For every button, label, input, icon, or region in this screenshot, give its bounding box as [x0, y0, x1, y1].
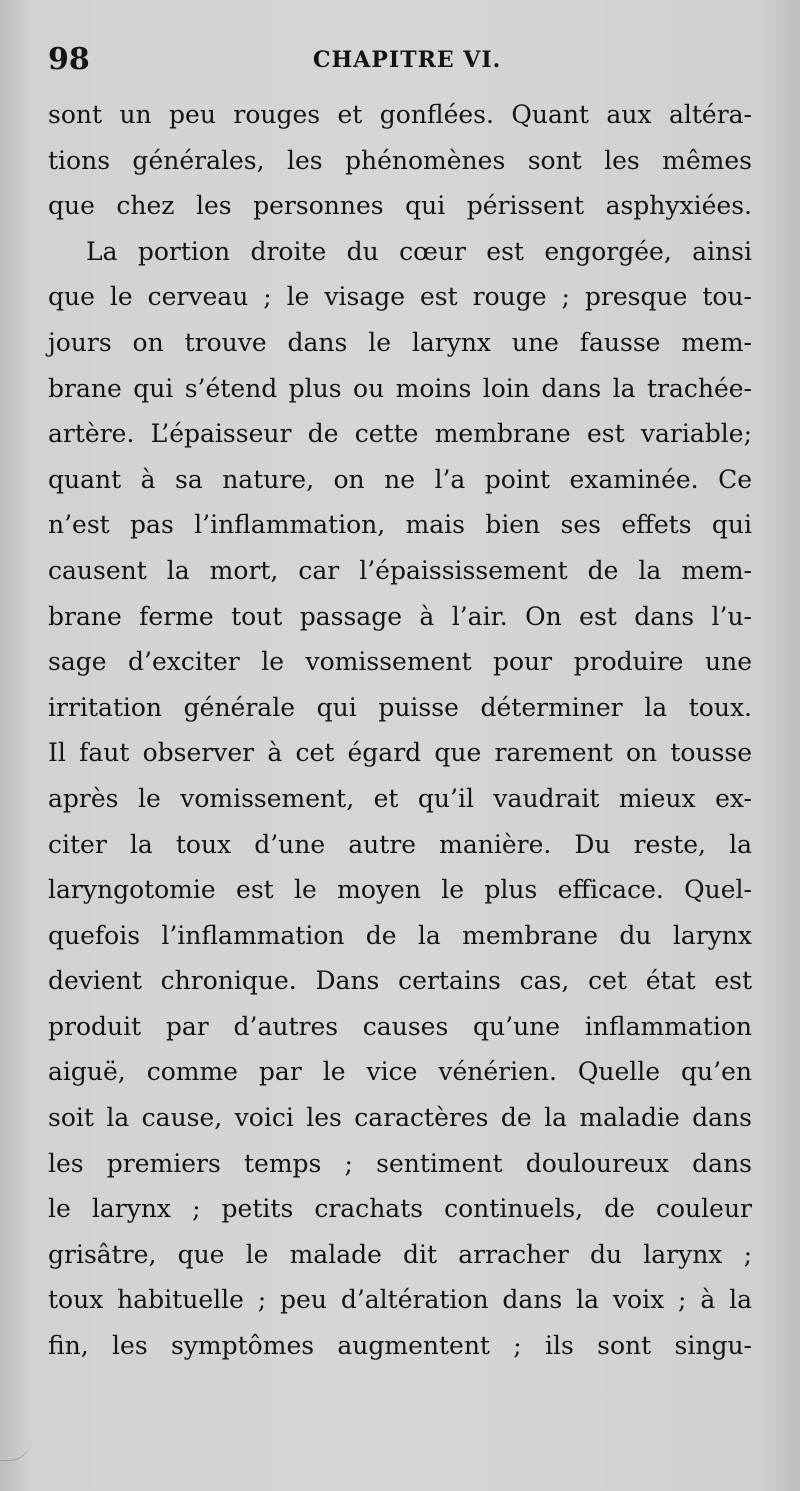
page-number: 98 [48, 42, 90, 77]
text-line: quant à sa nature, on ne l’a point examinée. Ce [48, 464, 752, 494]
text-line: quefois l’inflammation de la membrane du larynx [48, 920, 752, 950]
text-line: le larynx ; petits crachats continuels, de couleur [48, 1194, 752, 1224]
text-line: que le cerveau ; le visage est rouge ; presque tou- [48, 282, 752, 312]
text-line: aiguë, comme par le vice vénérien. Quelle qu’en [48, 1057, 752, 1087]
text-line: citer la toux d’une autre manière. Du reste, la [48, 829, 752, 859]
text-line: jours on trouve dans le larynx une fausse mem- [48, 327, 752, 357]
text-line: brane qui s’étend plus ou moins loin dans la trachée- [48, 373, 752, 403]
text-line: fin, les symptômes augmentent ; ils sont singu- [48, 1331, 752, 1361]
text-line: soit la cause, voici les caractères de la maladie dans [48, 1103, 752, 1133]
running-head: CHAPITRE VI. [313, 47, 502, 73]
text-line: que chez les personnes qui périssent asphyxiées. [48, 191, 752, 221]
text-line: sage d’exciter le vomissement pour produire une [48, 647, 752, 677]
text-line: irritation générale qui puisse déterminer la toux. [48, 692, 752, 722]
text-line: grisâtre, que le malade dit arracher du larynx ; [48, 1239, 752, 1269]
paragraph-start-line: La portion droite du cœur est engorgée, ainsi [86, 236, 752, 266]
text-line: n’est pas l’inflammation, mais bien ses effets qui [48, 510, 752, 540]
text-line: après le vomissement, et qu’il vaudrait mieux ex- [48, 783, 752, 813]
text-line: toux habituelle ; peu d’altération dans la voix ; à la [48, 1285, 752, 1315]
text-line: tions générales, les phénomènes sont les mêmes [48, 145, 752, 175]
text-line: artère. L’épaisseur de cette membrane est variable; [48, 419, 752, 449]
page-crease-mark [0, 1440, 30, 1461]
text-line: brane ferme tout passage à l’air. On est dans l’u- [48, 601, 752, 631]
page-header [48, 40, 752, 80]
text-line: laryngotomie est le moyen le plus efficace. Quel- [48, 875, 752, 905]
text-line: produit par d’autres causes qu’une inflammation [48, 1011, 752, 1041]
text-line: Il faut observer à cet égard que rarement on tousse [48, 738, 752, 768]
text-line: causent la mort, car l’épaississement de la mem- [48, 555, 752, 585]
body-text [48, 92, 752, 1369]
text-line: les premiers temps ; sentiment douloureux dans [48, 1148, 752, 1178]
text-line: devient chronique. Dans certains cas, cet état est [48, 966, 752, 996]
text-line: sont un peu rouges et gonflées. Quant aux altéra- [48, 100, 752, 129]
